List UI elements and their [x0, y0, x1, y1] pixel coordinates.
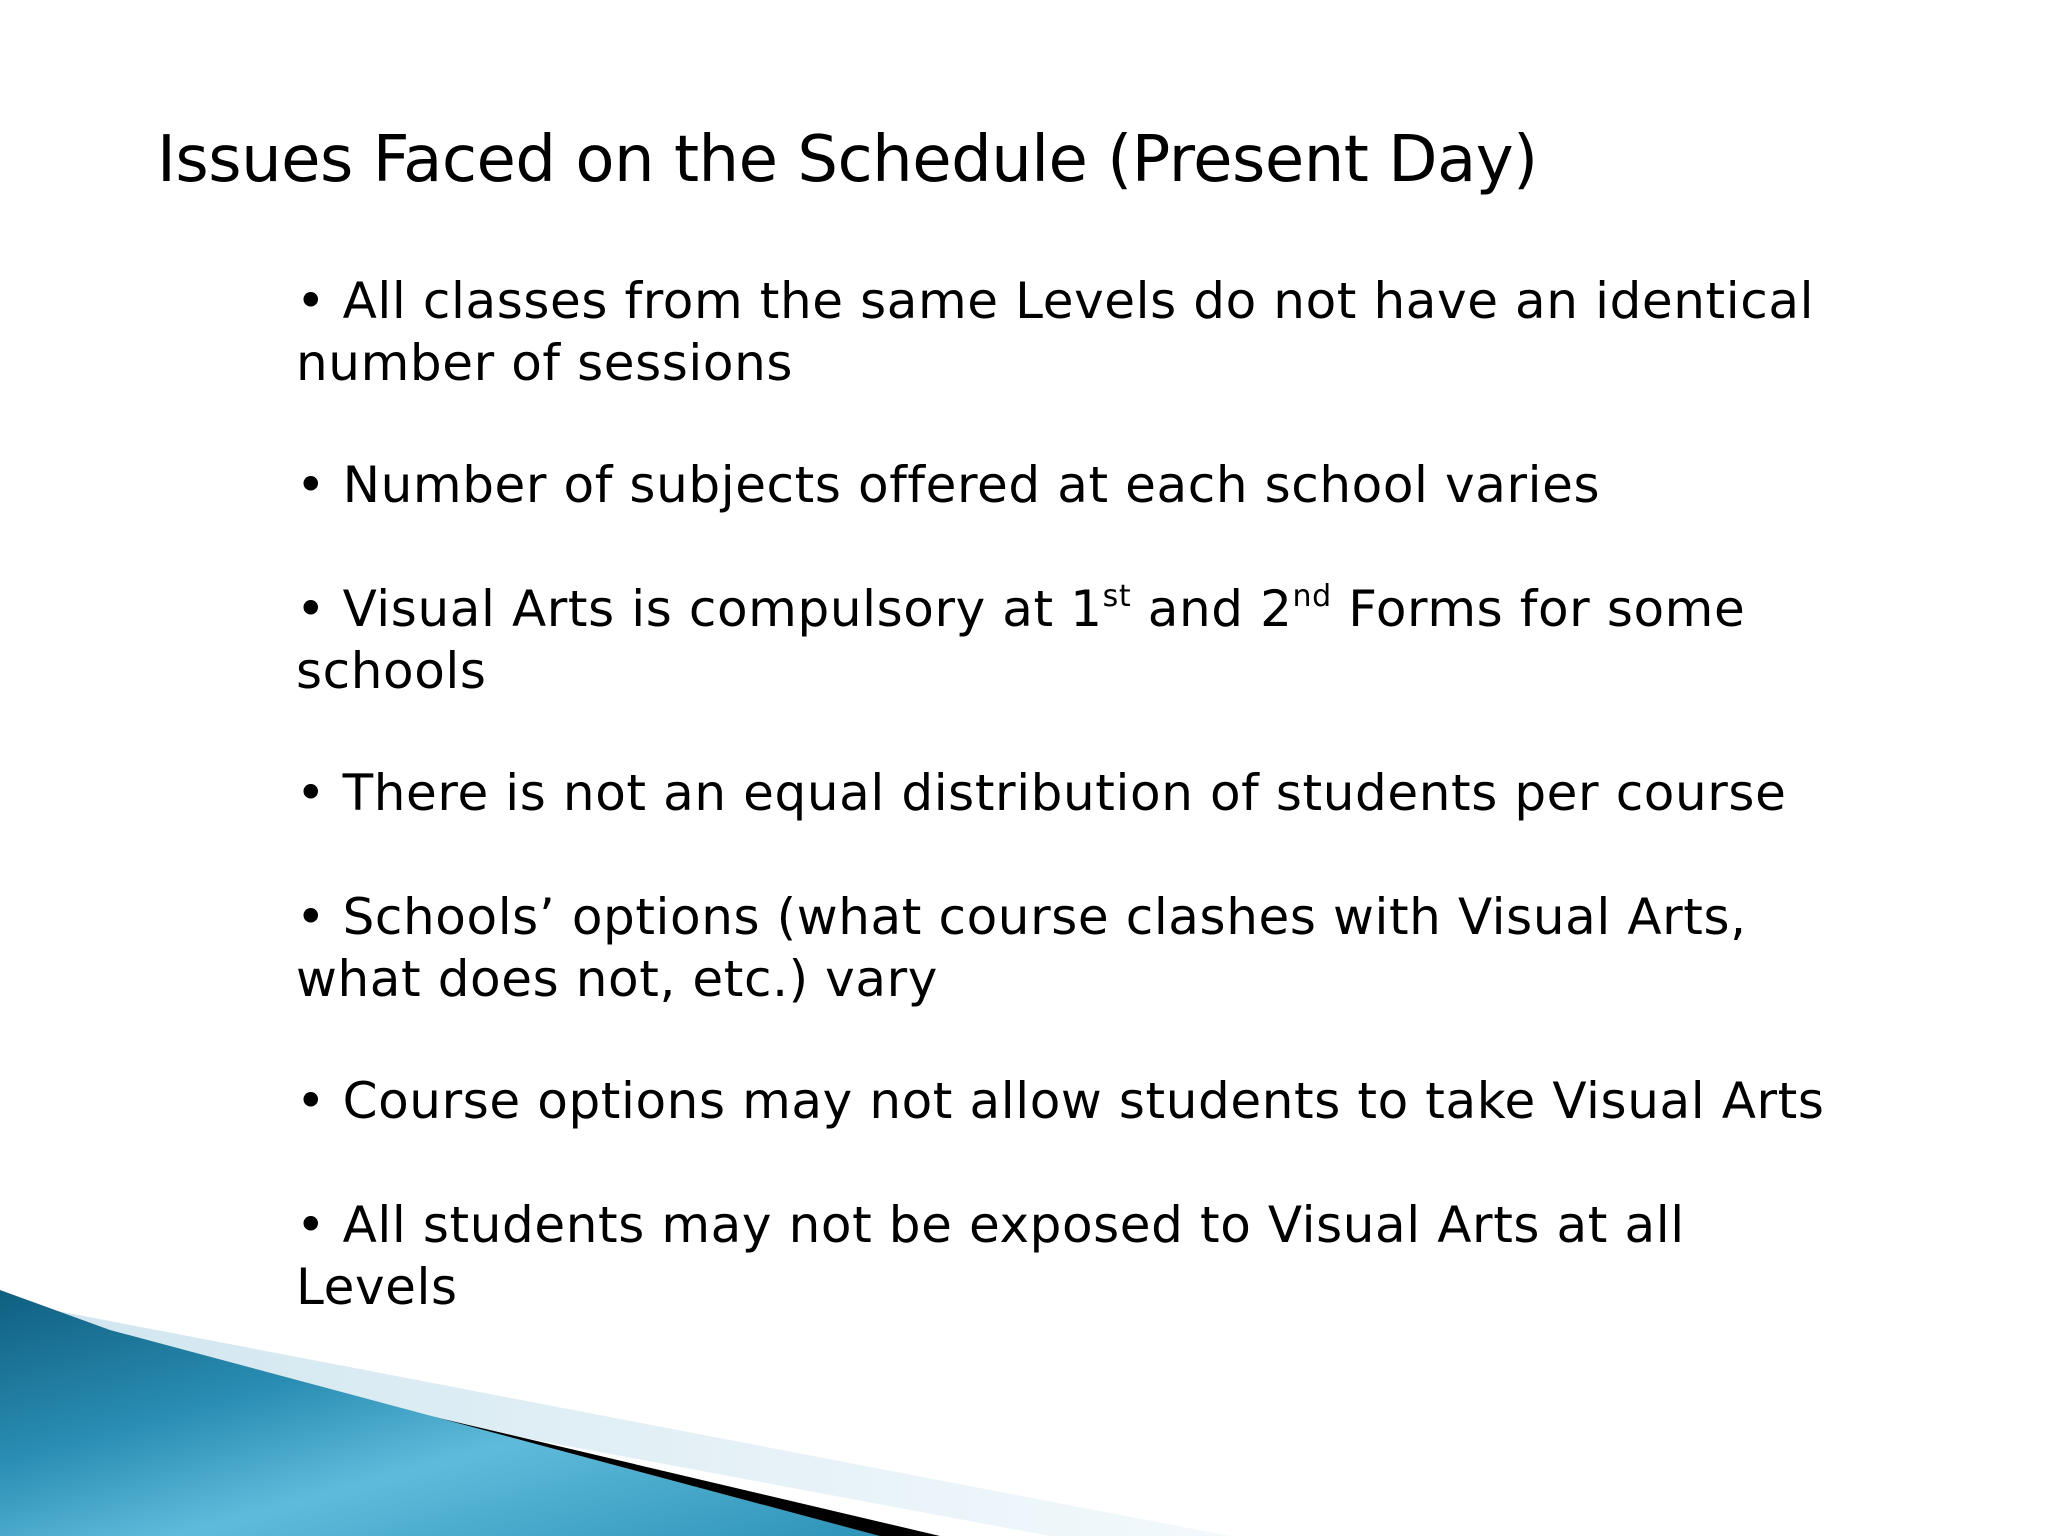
bullet-text-part: Forms for some schools	[296, 580, 1746, 700]
bullet-marker: •	[296, 1072, 327, 1130]
bullet-item-school-options	[296, 886, 1856, 1010]
decorative-corner-swoosh	[0, 1290, 2048, 1536]
bullet-text: Schools’ options (what course clashes with Visual Arts, what does not, etc.) vary	[296, 888, 1747, 1008]
bullet-item-subjects	[296, 454, 1856, 516]
bullet-marker: •	[296, 888, 327, 946]
bullet-text: Course options may not allow students to take Visual Arts	[342, 1072, 1825, 1130]
bullet-item-distribution	[296, 762, 1856, 824]
bullet-text: All classes from the same Levels do not have an identical number of sessions	[296, 272, 1815, 392]
bullet-item-sessions	[296, 270, 1856, 394]
bullet-marker: •	[296, 764, 327, 822]
ordinal-suffix: st	[1102, 579, 1132, 614]
bullet-item-visual-arts-compulsory	[296, 578, 1856, 702]
slide-title: Issues Faced on the Schedule (Present Day)	[157, 123, 1538, 197]
bullet-marker: •	[296, 580, 327, 638]
bullet-text: There is not an equal distribution of students per course	[342, 764, 1787, 822]
bullet-marker: •	[296, 456, 327, 514]
bullet-item-course-options	[296, 1070, 1856, 1132]
bullet-marker: •	[296, 272, 327, 330]
bullet-text: All students may not be exposed to Visual Arts at all Levels	[296, 1196, 1685, 1316]
bullet-text: Number of subjects offered at each school varies	[342, 456, 1601, 514]
ordinal-suffix: nd	[1292, 579, 1332, 614]
bullet-text-part: and 2	[1131, 580, 1293, 638]
bullet-text-part: Visual Arts is compulsory at 1	[342, 580, 1103, 638]
bullet-marker: •	[296, 1196, 327, 1254]
